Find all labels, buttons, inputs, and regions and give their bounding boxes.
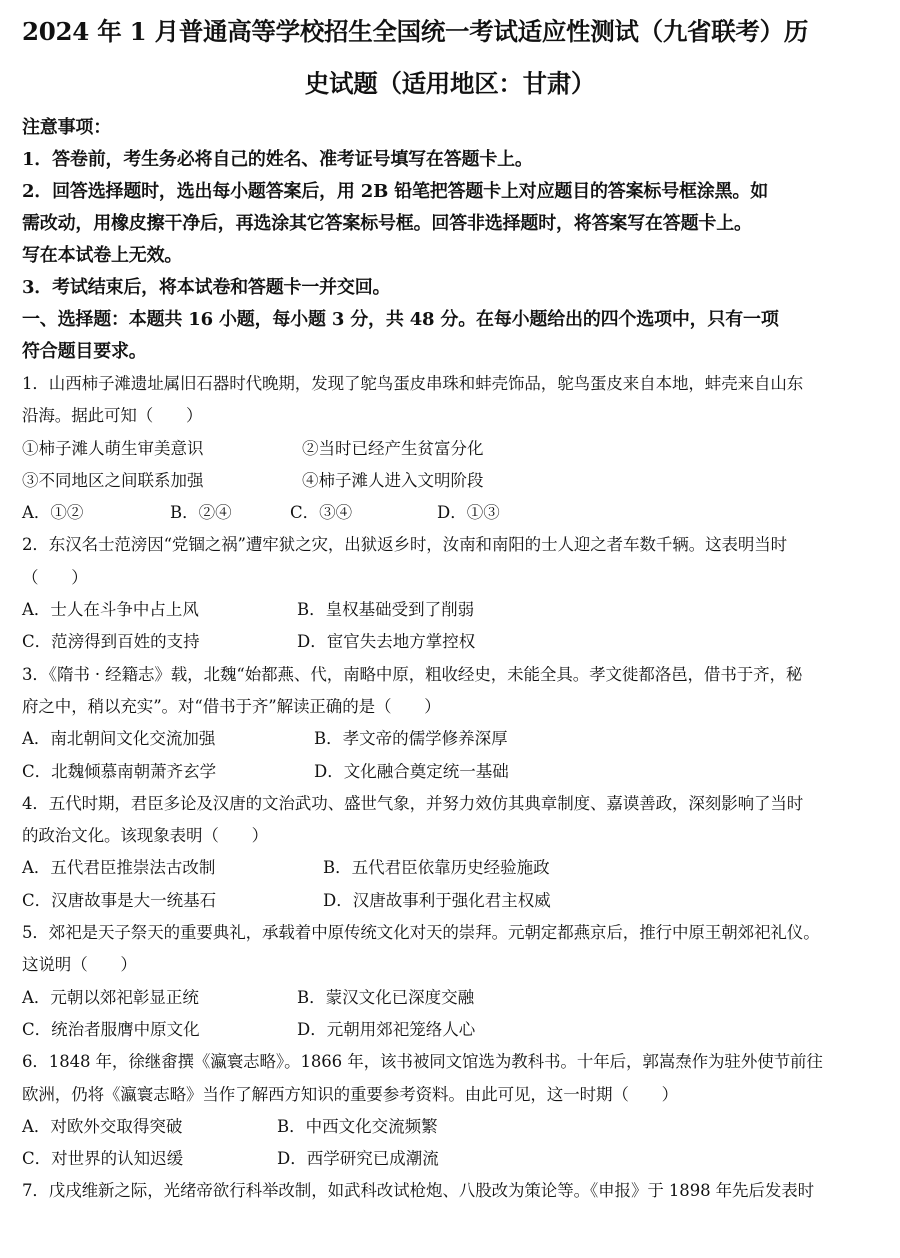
option-d: D．宦官失去地方掌控权 [297, 632, 476, 652]
question-stem-line: 欧洲，仍将《瀛寰志略》当作了解西方知识的重要参考资料。由此可见，这一时期（ ） [22, 1084, 679, 1104]
statement-row [22, 465, 878, 497]
notice-item: 1．答卷前，考生务必将自己的姓名、准考证号填写在答题卡上。 [22, 149, 533, 170]
option-b: B．蒙汉文化已深度交融 [297, 987, 475, 1007]
option-row [22, 756, 878, 788]
question-stem-line: 4．五代时期，君臣多论及汉唐的文治武功、盛世气象，并努力效仿其典章制度、嘉谟善政，深刻影响了当时 [22, 793, 804, 813]
question-6 [22, 1046, 878, 1175]
option-row [22, 497, 878, 529]
option-a: A．南北朝间文化交流加强 [22, 729, 216, 749]
option-c: C．范滂得到百姓的支持 [22, 632, 200, 652]
option-d: D．汉唐故事利于强化君主权威 [323, 890, 551, 910]
option-row [22, 885, 878, 917]
option-b: B．中西文化交流频繁 [277, 1116, 438, 1136]
question-stem-line: 1．山西柿子滩遗址属旧石器时代晚期，发现了鸵鸟蛋皮串珠和蚌壳饰品，鸵鸟蛋皮来自本地，蚌壳来自山东 [22, 374, 804, 393]
section-heading-line: 符合题目要求。 [22, 341, 147, 362]
question-stem-line: 这说明（ ） [22, 955, 137, 975]
section-one-heading [22, 304, 878, 368]
question-1 [22, 368, 878, 529]
option-b: B．五代君臣依靠历史经验施政 [323, 858, 550, 878]
option-d: D．①③ [437, 503, 500, 523]
question-7 [22, 1175, 878, 1207]
option-a: A．士人在斗争中占上风 [22, 600, 199, 620]
exam-title-line-1: 2024 年 1 月普通高等学校招生全国统一考试适应性测试（九省联考）历 [22, 17, 809, 46]
question-3 [22, 659, 878, 788]
question-4 [22, 788, 878, 917]
question-stem-line: 府之中，稍以充实”。对“借书于齐”解读正确的是（ ） [22, 696, 441, 716]
question-2 [22, 529, 878, 658]
option-b: B．孝文帝的儒学修养深厚 [314, 729, 508, 749]
option-row [22, 1143, 878, 1175]
statement-row [22, 433, 878, 465]
option-row [22, 1111, 878, 1143]
option-a: A．五代君臣推崇法古改制 [22, 858, 216, 878]
option-c: C．③④ [290, 503, 353, 523]
statement-item: ②当时已经产生贫富分化 [302, 438, 484, 458]
option-c: C．对世界的认知迟缓 [22, 1149, 184, 1169]
notice-heading: 注意事项： [22, 117, 111, 138]
notice-item: 3．考试结束后，将本试卷和答题卡一并交回。 [22, 277, 391, 298]
question-stem-line: 2．东汉名士范滂因“党锢之祸”遭牢狱之灾，出狱返乡时，汝南和南阳的士人迎之者车数千辆。这表明当时 [22, 535, 788, 555]
option-row [22, 594, 878, 626]
option-a: A．①② [22, 503, 84, 523]
option-c: C．汉唐故事是大一统基石 [22, 890, 217, 910]
notice-item: 写在本试卷上无效。 [22, 245, 183, 266]
question-stem-line: 的政治文化。该现象表明（ ） [22, 826, 269, 846]
statement-item: ①柿子滩人萌生审美意识 [22, 438, 204, 458]
notice-item: 2．回答选择题时，选出每小题答案后，用 2B 铅笔把答题卡上对应题目的答案标号框涂黑。如 [22, 181, 768, 202]
option-a: A．对欧外交取得突破 [22, 1116, 183, 1136]
option-a: A．元朝以郊祀彰显正统 [22, 987, 199, 1007]
option-d: D．文化融合奠定统一基础 [314, 761, 509, 781]
option-b: B．皇权基础受到了削弱 [297, 600, 475, 620]
question-stem-line: （ ） [22, 567, 88, 587]
statement-item: ③不同地区之间联系加强 [22, 470, 204, 490]
exam-title-line-2: 史试题（适用地区：甘肃） [304, 69, 596, 98]
question-stem-line: 7．戊戌维新之际，光绪帝欲行科举改制，如武科改试枪炮、八股改为策论等。《申报》于 1898 年先后发表时 [22, 1181, 815, 1201]
question-stem-line: 3．《隋书 · 经籍志》载，北魏“始都燕、代，南略中原，粗收经史，未能全具。孝文徙都洛邑，借书于齐，秘 [22, 664, 803, 684]
option-c: C．统治者服膺中原文化 [22, 1019, 200, 1039]
option-row [22, 626, 878, 658]
option-b: B．②④ [170, 503, 232, 523]
option-row [22, 1014, 878, 1046]
question-stem-line: 沿海。据此可知（ ） [22, 406, 203, 426]
statement-item: ④柿子滩人进入文明阶段 [302, 470, 484, 490]
notice-item: 需改动，用橡皮擦干净后，再选涂其它答案标号框。回答非选择题时，将答案写在答题卡上。 [22, 213, 752, 234]
option-row [22, 852, 878, 884]
question-stem-line: 6．1848 年，徐继畬撰《瀛寰志略》。1866 年，该书被同文馆选为教科书。十年后，郭嵩焘作为驻外使节前往 [22, 1052, 823, 1072]
section-heading-line: 一、选择题：本题共 16 小题，每小题 3 分，共 48 分。在每小题给出的四个选项中，只有一项 [22, 309, 779, 330]
question-stem-line: 5．郊祀是天子祭天的重要典礼，承载着中原传统文化对天的崇拜。元朝定都燕京后，推行中原王朝郊祀礼仪。 [22, 923, 820, 943]
option-d: D．元朝用郊祀笼络人心 [297, 1019, 476, 1039]
option-row [22, 723, 878, 755]
option-c: C．北魏倾慕南朝萧齐玄学 [22, 761, 217, 781]
option-row [22, 982, 878, 1014]
question-5 [22, 917, 878, 1046]
option-d: D．西学研究已成潮流 [277, 1149, 439, 1169]
notice-section [22, 112, 878, 304]
